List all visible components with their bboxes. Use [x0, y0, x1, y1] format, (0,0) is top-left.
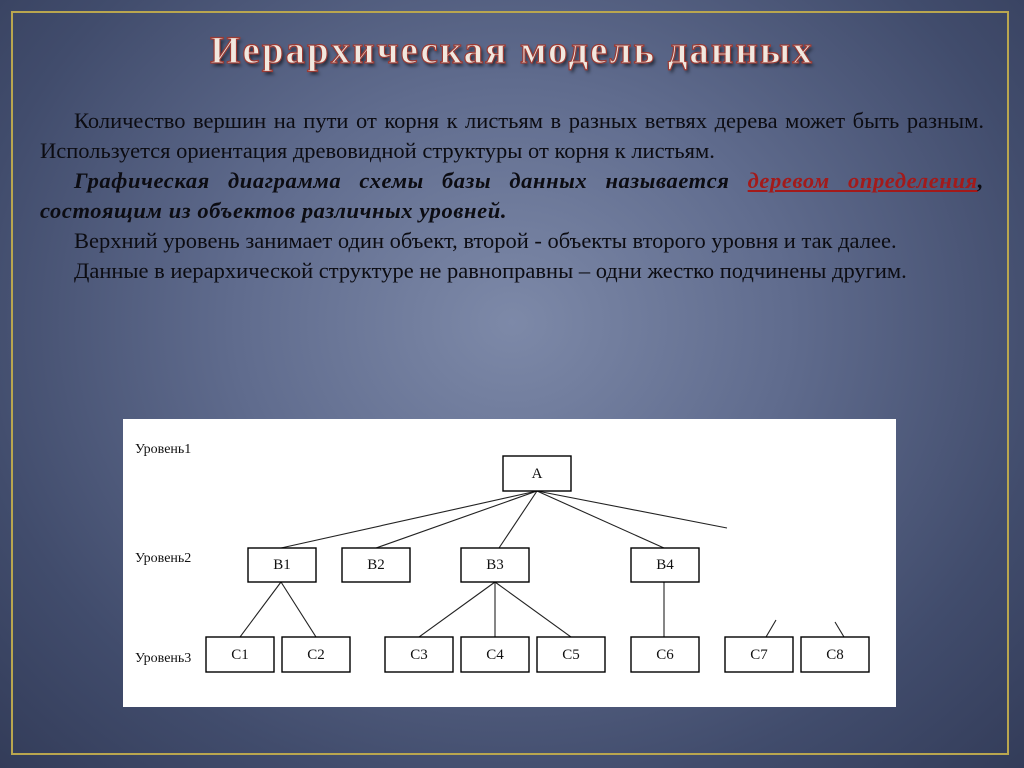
node-b1 [248, 548, 316, 582]
node-b2-label: B2 [367, 557, 385, 573]
edge-a-b4 [537, 491, 664, 548]
node-c3-label: C3 [410, 647, 428, 663]
node-b3-label: B3 [486, 557, 504, 573]
node-c4 [461, 637, 529, 672]
node-c6-label: C6 [656, 647, 674, 663]
node-a-label: A [531, 466, 543, 482]
node-b3 [461, 548, 529, 582]
node-b2 [342, 548, 410, 582]
node-c5-label: C5 [562, 647, 580, 663]
node-c7-label: C7 [750, 647, 768, 663]
node-c8 [801, 637, 869, 672]
node-c7 [725, 637, 793, 672]
paragraph-3: Верхний уровень занимает один объект, второй - объекты второго уровня и так далее. [74, 228, 897, 253]
node-c2 [282, 637, 350, 672]
node-c1-label: C1 [231, 647, 249, 663]
slide-body [40, 106, 984, 286]
paragraph-1: Количество вершин на пути от корня к листьям в разных ветвях дерева может быть разным. Используется ориентация древовидной структуры от корня к листьям. [40, 108, 984, 163]
edge-a-partial [537, 491, 727, 528]
level-1-label: Уровень1 [135, 442, 192, 457]
paragraph-2-before: Графическая диаграмма схемы базы данных называется [74, 168, 748, 193]
edge-b3-c5 [495, 582, 571, 637]
edge-b3-c3 [419, 582, 495, 637]
node-c2-label: C2 [307, 647, 325, 663]
node-b1-label: B1 [273, 557, 291, 573]
definition-tree-link[interactable]: деревом определения [747, 168, 978, 193]
edge-b1-c1 [240, 582, 281, 637]
paragraph-2-after: , состоящим из объектов различных уровней. [40, 168, 984, 223]
hierarchy-diagram-svg [123, 419, 896, 707]
paragraph-4: Данные в иерархической структуре не равноправны – одни жестко подчинены другим. [74, 258, 907, 283]
edge-a-b1 [281, 491, 537, 548]
node-c1 [206, 637, 274, 672]
node-b4 [631, 548, 699, 582]
node-a [503, 456, 571, 491]
slide-title: Иерархическая модель данных [210, 29, 814, 72]
node-c6 [631, 637, 699, 672]
node-c5 [537, 637, 605, 672]
edge-a-b3 [499, 491, 537, 548]
node-c3 [385, 637, 453, 672]
hierarchy-diagram [123, 419, 896, 707]
node-c4-label: C4 [486, 647, 504, 663]
edge-c8-partial [835, 622, 844, 637]
node-c8-label: C8 [826, 647, 844, 663]
level-2-label: Уровень2 [135, 551, 192, 566]
paragraph-2 [40, 166, 984, 226]
edge-a-b2 [376, 491, 537, 548]
node-b4-label: B4 [656, 557, 674, 573]
edge-b1-c2 [281, 582, 316, 637]
level-3-label: Уровень3 [135, 651, 192, 666]
edge-c7-partial [766, 620, 776, 637]
